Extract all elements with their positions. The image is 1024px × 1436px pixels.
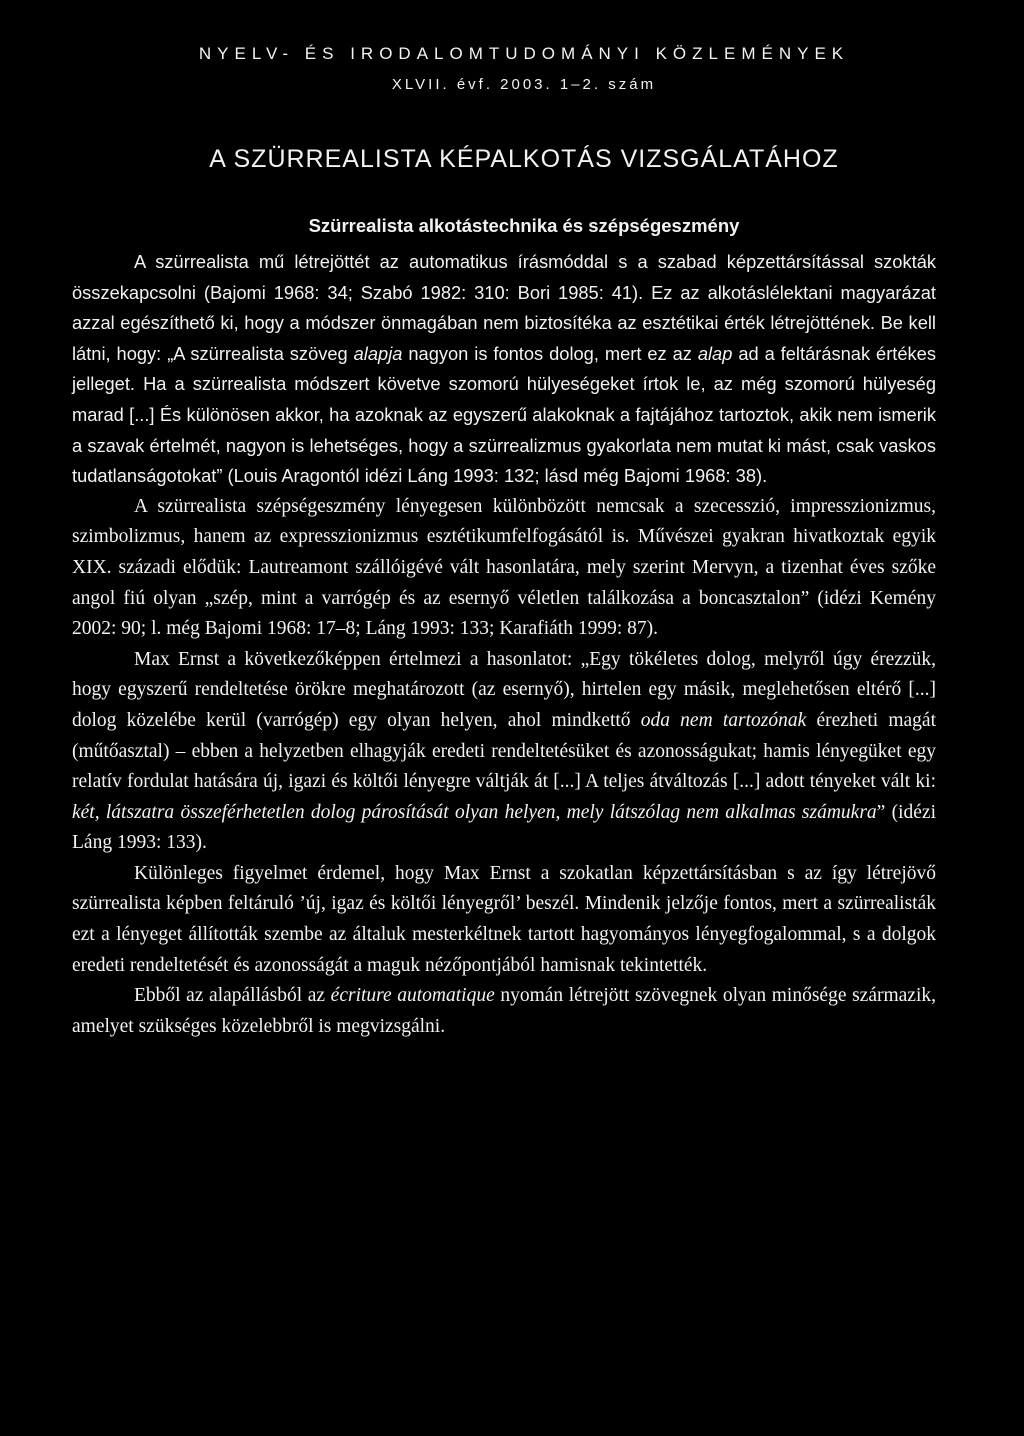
text-segment: ” (idézi Láng 1993: 133).	[72, 801, 937, 854]
text-segment: nyomán létrejött szövegnek olyan minősége származik, amelyet szükséges közelebbről is megvizsgálni.	[72, 985, 936, 1037]
text-segment: Ebből az alapállásból az	[134, 985, 331, 1007]
text-segment: Különleges figyelmet érdemel, hogy Max Ernst a szokatlan képzettársításban s az így létrejövő szürrealista képben feltáruló ’új, igaz és költői lényegről’ beszél. Mindenik jelzője fontos, mert a szürrealisták ezt a lényeget állították szembe az általuk mesterkéltnek tartott hagyományos lényegfogalommal, s a dolgok eredeti rendeltetését és azonosságát a maguk nézőpontjából hamisnak tekintették.	[72, 862, 936, 976]
article-title: A SZÜRREALISTA KÉPALKOTÁS VIZSGÁLATÁHOZ	[209, 145, 839, 173]
section-title: Szürrealista alkotástechnika és szépségeszmény	[308, 215, 740, 236]
paragraph	[72, 981, 936, 1042]
italic-segment: alapja	[353, 342, 403, 364]
paragraph	[72, 645, 936, 859]
issue-line: XLVII. évf. 2003. 1–2. szám	[391, 76, 657, 93]
paragraph	[72, 859, 936, 981]
text-segment: érezheti magát (műtőasztal) – ebben a helyzetben elhagyják eredeti rendeltetésüket és azonosságukat; hamis lényegüket egy relatív fordulat hatására új, igazi és költői lényegre váltják át [...] A teljes átváltozás [...] adott tényeket vált ki:	[72, 709, 936, 793]
text-segment: ad a feltárásnak értékes jelleget. Ha a szürrealista módszert követve szomorú hülyeségeket írtok le, az még szomorú hülyeség marad [...] És különösen akkor, ha azoknak az egyszerű alakoknak a fajtájához tartoztok, akik nem ismerik a szavak értelmét, nagyon is lehetséges, hogy a szürrealizmus gyakorlata nem mutat ki mást, csak vaskos tudatlanságotokat” (Louis Aragontól idézi Láng 1993: 132; lásd még Bajomi 1968: 38).	[72, 342, 936, 487]
text-segment: Max Ernst a következőképpen értelmezi a hasonlatot: „Egy tökéletes dolog, melyről úgy érezzük, hogy egyszerű rendeltetése örökre meghatározott (az esernyő), hirtelen egy másik, meglehetősen eltérő [...] dolog közelébe kerül (varrógép) egy olyan helyen, ahol mindkettő	[72, 648, 936, 731]
italic-segment: alap	[697, 342, 733, 364]
text-segment: A szürrealista mű létrejöttét az automatikus írásmóddal s a szabad képzettársítással szokták összekapcsolni (Bajomi 1968: 34; Szabó 1982: 310: Bori 1985: 41). Ez az alkotáslélektani magyarázat azzal egészíthető ki, hogy a módszer önmagában nem biztosítéka az esztétikai érték létrejöttének. Be kell látni, hogy: „A szürrealista szöveg	[72, 251, 936, 364]
italic-segment: két, látszatra összeférhetetlen dolog párosítását olyan helyen, mely látszólag nem alkalmas számukra	[72, 801, 877, 823]
journal-title: NYELV- ÉS IRODALOMTUDOMÁNYI KÖZLEMÉNYEK	[198, 44, 850, 63]
article-body	[72, 247, 936, 1042]
text-segment: nagyon is fontos dolog, mert ez az	[402, 342, 698, 364]
text-segment: A szürrealista szépségeszmény lényegesen különbözött nemcsak a szecesszió, impresszionizmus, szimbolizmus, hanem az expresszionizmus esztétikumfelfogásától is. Művészei gyakran hivatkoztak egyik XIX. századi elődük: Lautreamont szállóigévé vált hasonlatára, mely szerint Mervyn, a tizenhat éves szőke angol fiú olyan „szép, mint a varrógép és az esernyő véletlen találkozása a boncasztalon” (idézi Kemény 2002: 90; l. még Bajomi 1968: 17–8; Láng 1993: 133; Karafiáth 1999: 87).	[72, 495, 936, 640]
paragraph	[72, 492, 936, 645]
paragraph	[72, 247, 936, 492]
italic-segment: écriture automatique	[330, 985, 495, 1007]
italic-segment: oda nem tartozónak	[640, 709, 807, 731]
